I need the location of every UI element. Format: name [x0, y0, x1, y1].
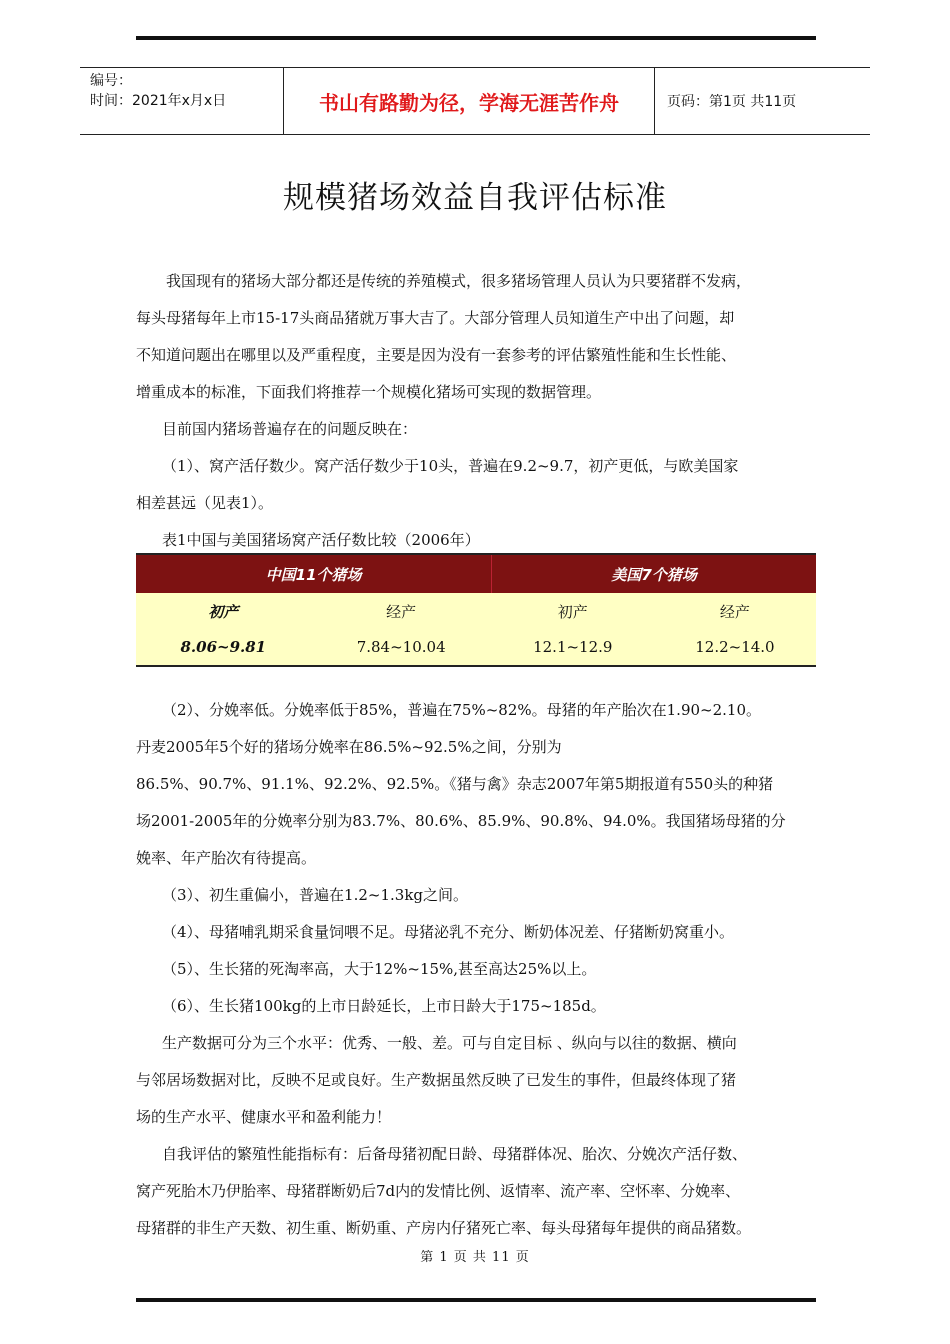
body-bottom [136, 692, 816, 1247]
litter-size-table [136, 553, 816, 667]
table-cell: 经产 [654, 593, 816, 629]
para4-line: 窝产死胎木乃伊胎率、母猪群断奶后7d内的发情比例、返情率、流产率、空怀率、分娩率、 [136, 1182, 741, 1200]
item2-line: 86.5%、90.7%、91.1%、92.2%、92.5%。《猪与禽》杂志2007年第5期报道有550头的种猪 [136, 775, 774, 793]
table-cell: 12.1~12.9 [492, 629, 654, 666]
item2-line: 娩率、年产胎次有待提高。 [136, 849, 317, 867]
document-header [80, 67, 870, 135]
header-motto: 书山有路勤为径，学海无涯苦作舟 [283, 68, 655, 134]
para4-line: 母猪群的非生产天数、初生重、断奶重、产房内仔猪死亡率、每头母猪每年提供的商品猪数。 [136, 1219, 752, 1237]
date-label: 时间：2021年x月x日 [90, 93, 227, 109]
table-cell: 8.06~9.81 [136, 629, 311, 666]
para3-line: 与邻居场数据对比，反映不足或良好。生产数据虽然反映了已发生的事件，但最终体现了猪 [136, 1071, 737, 1089]
item2-line: （2）、分娩率低。分娩率低于85%，普遍在75%~82%。母猪的年产胎次在1.90~2.10。 [162, 701, 761, 719]
group-china: 中国11个猪场 [136, 554, 492, 593]
table-cell: 初产 [492, 593, 654, 629]
table-cell: 12.2~14.0 [654, 629, 816, 666]
para1-line: 每头母猪每年上市15-17头商品猪就万事大吉了。大部分管理人员知道生产中出了问题，却 [136, 309, 735, 327]
item6: （6）、生长猪100kg的上市日龄延长，上市日龄大于175~185d。 [162, 997, 606, 1015]
item1-line: （1）、窝产活仔数少。窝产活仔数少于10头，普遍在9.2~9.7，初产更低，与欧美国家 [162, 457, 739, 475]
para1-line: 我国现有的猪场大部分都还是传统的养殖模式，很多猪场管理人员认为只要猪群不发病， [166, 272, 752, 290]
header-page-info: 页码：第1页 共11页 [667, 94, 797, 110]
item4: （4）、母猪哺乳期采食量饲喂不足。母猪泌乳不充分、断奶体况差、仔猪断奶窝重小。 [162, 923, 735, 941]
body-top [136, 263, 816, 559]
group-usa: 美国7个猪场 [492, 554, 816, 593]
table-cell: 经产 [311, 593, 492, 629]
para3-line: 场的生产水平、健康水平和盈利能力！ [136, 1108, 392, 1126]
header-meta [80, 68, 283, 134]
item3: （3）、初生重偏小，普遍在1.2~1.3kg之间。 [162, 886, 469, 904]
table-caption: 表1中国与美国猪场窝产活仔数比较（2006年） [162, 531, 480, 549]
item1-line: 相差甚远（见表1）。 [136, 494, 274, 512]
page-title: 规模猪场效益自我评估标准 [283, 180, 667, 216]
number-label: 编号： [90, 73, 132, 89]
table-cell: 7.84~10.04 [311, 629, 492, 666]
para4-line: 自我评估的繁殖性能指标有：后备母猪初配日龄、母猪群体况、胎次、分娩次产活仔数、 [162, 1145, 748, 1163]
item5: （5）、生长猪的死淘率高，大于12%~15%,甚至高达25%以上。 [162, 960, 597, 978]
top-rule [136, 36, 816, 40]
para3-line: 生产数据可分为三个水平：优秀、一般、差。可与自定目标 、纵向与以往的数据、横向 [162, 1034, 737, 1052]
item2-line: 场2001-2005年的分娩率分别为83.7%、80.6%、85.9%、90.8%、94.0%。我国猪场母猪的分 [136, 812, 786, 830]
para1-line: 不知道问题出在哪里以及严重程度，主要是因为没有一套参考的评估繁殖性能和生长性能、 [136, 346, 737, 364]
page-footer: 第 1 页 共 11 页 [420, 1250, 530, 1265]
para1-line: 增重成本的标准，下面我们将推荐一个规模化猪场可实现的数据管理。 [136, 383, 602, 401]
bottom-rule [136, 1298, 816, 1302]
para2: 目前国内猪场普遍存在的问题反映在： [162, 420, 418, 438]
table-subheader-row [136, 593, 816, 629]
table-group-row [136, 554, 816, 593]
table-cell: 初产 [136, 593, 311, 629]
item2-line: 丹麦2005年5个好的猪场分娩率在86.5%~92.5%之间，分别为 [136, 738, 562, 756]
table-row [136, 629, 816, 666]
